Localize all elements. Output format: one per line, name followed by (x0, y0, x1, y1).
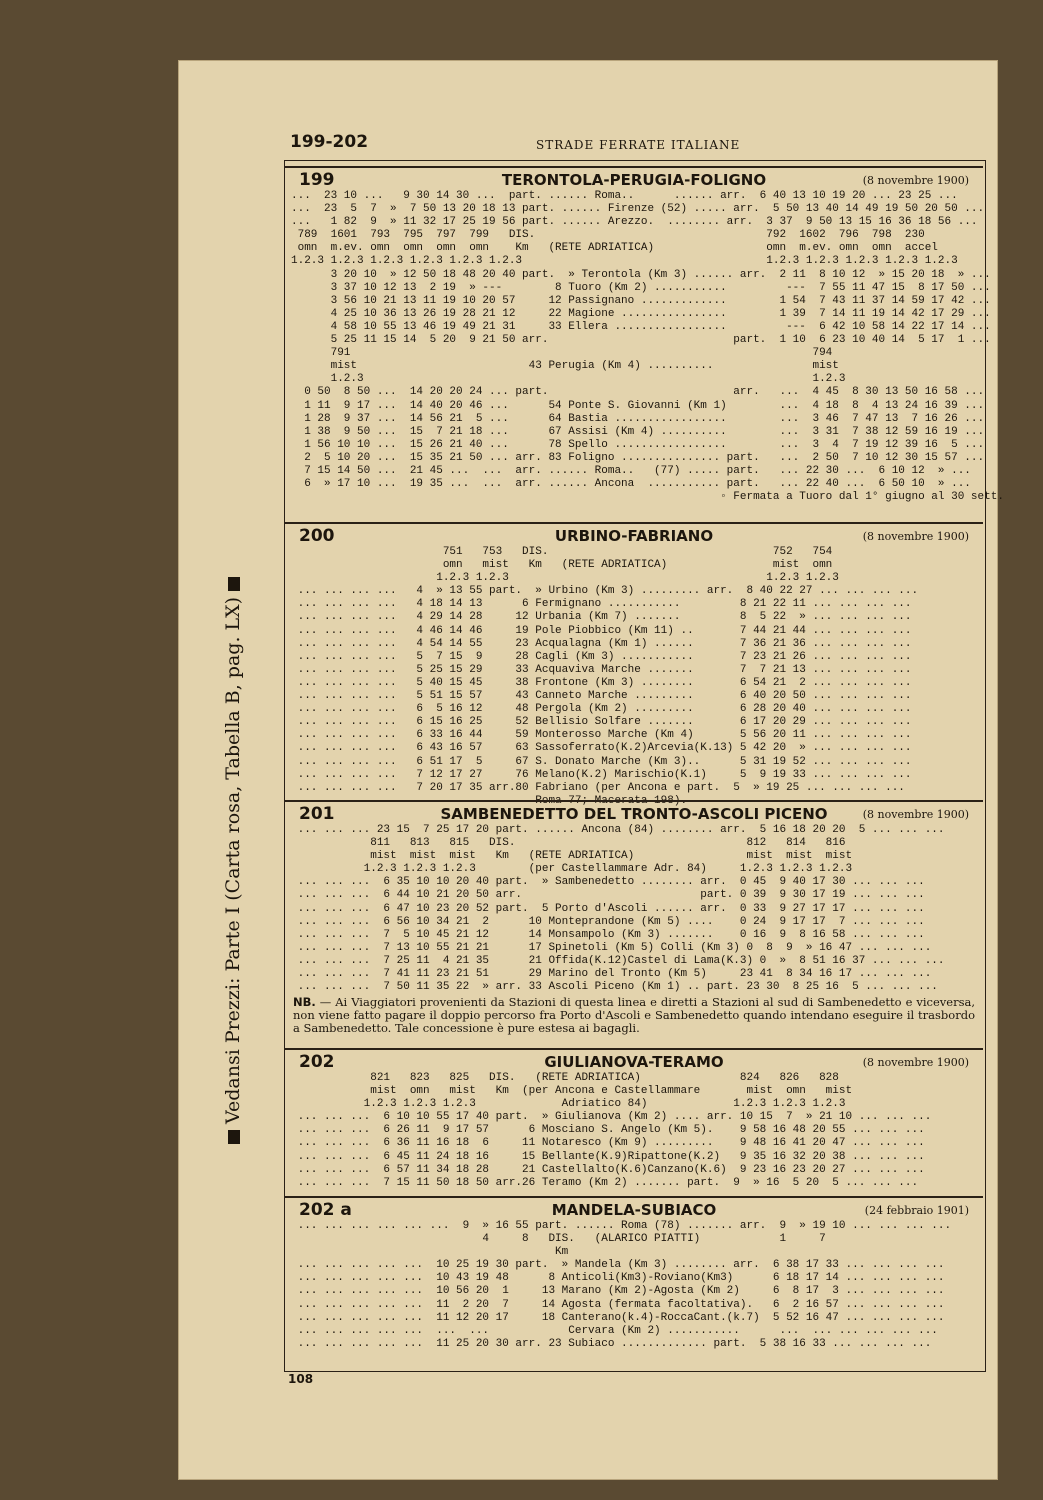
timetable-row: ... ... ... ... 5 40 15 45 38 Frontone (Km 3) ........ 6 54 21 2 ... ... ... ... (291, 676, 912, 689)
section-date: (8 novembre 1900) (862, 530, 969, 543)
timetable-row: omn mist Km (RETE ADRIATICA) mist omn (291, 559, 833, 572)
timetable-row: ... ... ... 23 15 7 25 17 20 part. ...... Ancona (84) ........ arr. 5 16 18 20 20 5 ... ... ... (291, 824, 945, 836)
section-title: MANDELA-SUBIACO (551, 1201, 717, 1219)
section-199 (285, 166, 1004, 504)
timetable-row: 1.2.3 1.2.3 (291, 373, 846, 386)
note-text: — Ai Viaggiatori provenienti da Stazioni di questa linea e diretti a Stazioni al sud di Sambenedetto e viceversa, non viene fatto pagare il doppio percorso fra Porto d'Ascoli e Sambenedetto quando intendano eseguire il trasbordo a Sambenedetto. Tale concessione è pure estesa ai bagagli. (293, 995, 976, 1036)
timetable-row: ... ... ... 6 47 10 23 20 52 part. 5 Porto d'Ascoli ...... arr. 0 33 9 27 17 17 ... ... ... (291, 902, 925, 915)
timetable-row: 4 58 10 55 13 46 19 49 21 31 33 Ellera ................. --- 6 42 10 58 14 22 17 14 ... (291, 320, 991, 333)
timetable-row: omn m.ev. omn omn omn omn Km (RETE ADRIATICA) omn m.ev. omn omn accel (291, 242, 938, 255)
timetable-rows (285, 190, 1004, 504)
timetable-row: ... ... ... 6 36 11 16 18 6 11 Notaresco (Km 9) ......... 9 48 16 41 20 47 ... ... ... (291, 1137, 925, 1150)
timetable-row: 5 25 11 15 14 5 20 9 21 50 arr. part. 1 10 6 23 10 40 14 5 17 1 ... (291, 334, 991, 347)
timetable-row: ... ... ... ... 6 33 16 44 59 Monterosso Marche (Km 4) 5 56 20 11 ... ... ... ... (291, 729, 912, 742)
timetable-rows (285, 1072, 983, 1190)
timetable-row: ... ... ... 7 13 10 55 21 21 17 Spinetoli (Km 5) Colli (Km 3) 0 8 9 » 16 47 ... ... ... (291, 941, 932, 954)
timetable-row: ... ... ... ... ... 10 56 20 1 13 Marano (Km 2)-Agosta (Km 2) 6 8 17 3 ... ... ... ... (291, 1285, 945, 1298)
page-number: 199-202 (290, 132, 369, 152)
timetable-row: ... ... ... ... 5 25 15 29 33 Acquaviva Marche ....... 7 7 21 13 ... ... ... ... (291, 663, 912, 676)
section-number: 199 (299, 170, 335, 190)
timetable-row: ... ... ... 7 15 11 50 18 50 arr.26 Teramo (Km 2) ....... part. 9 » 16 5 20 5 ... ... ... (291, 1176, 919, 1189)
timetable-row: ... ... ... 6 57 11 34 18 28 21 Castellalto(K.6)Canzano(K.6) 9 23 16 23 20 27 ... ... ... (291, 1163, 925, 1176)
timetable-row: ... ... ... 7 25 11 4 21 35 21 Offida(K.12)Castel di Lama(K.3) 0 » 8 51 16 37 ... ... ... (291, 954, 945, 967)
timetable-row: ... ... ... ... 7 12 17 27 76 Melano(K.2) Marischio(K.1) 5 9 19 33 ... ... ... ... (291, 768, 912, 781)
timetable-row: 751 753 DIS. 752 754 (291, 546, 833, 558)
timetable-row: 6 » 17 10 ... 19 35 ... ... arr. ...... Ancona ........... part. ... 22 40 ... 6 50 10 » ... (291, 478, 971, 491)
side-reference-label (222, 150, 248, 1150)
timetable-row: 1 56 10 10 ... 15 26 21 40 ... 78 Spello ................. ... 3 4 7 19 12 39 16 5 ... (291, 438, 985, 451)
section-title: SAMBENEDETTO DEL TRONTO-ASCOLI PICENO (440, 805, 828, 823)
timetable-row: 1 38 9 50 ... 15 7 21 18 ... 67 Assisi (Km 4) .......... ... 3 31 7 38 12 59 16 19 ... (291, 425, 985, 438)
timetable-row: mist mist mist Km (RETE ADRIATICA) mist mist mist (291, 850, 853, 863)
folio-number: 108 (288, 1372, 314, 1386)
timetable-rows (285, 1220, 983, 1351)
section-202 (285, 1048, 983, 1190)
timetable-row: 2 5 10 20 ... 15 35 21 50 ... arr. 83 Foligno ............... part. ... 2 50 7 10 12 30 15 57 ... (291, 451, 985, 464)
timetable-rows (285, 824, 983, 994)
timetable-row: 789 1601 793 795 797 799 DIS. 792 1602 796 798 230 (291, 229, 925, 242)
timetable-row: ... ... ... ... ... 11 2 20 7 14 Agosta (fermata facoltativa). 6 2 16 57 ... ... ... ... (291, 1298, 945, 1311)
timetable-row: ... ... ... ... ... ... ... Cervara (Km 2) ........... ... ... ... ... ... ... (291, 1324, 938, 1337)
section-note (285, 994, 983, 1037)
timetable-row: ... 1 82 9 » 11 32 17 25 19 56 part. ...... Arezzo. ........ arr. 3 37 9 50 13 15 16 36 18 56 ... (291, 216, 978, 229)
section-header (285, 524, 983, 546)
timetable-row: ... ... ... 6 35 10 10 20 40 part. » Sambenedetto ........ arr. 0 45 9 40 17 30 ... ... ... (291, 876, 925, 889)
timetable-row: ... ... ... ... 5 7 15 9 28 Cagli (Km 3) ........... 7 23 21 26 ... ... ... ... (291, 650, 912, 663)
side-reference-text: Vedansi Prezzi: Parte I (Carta rosa, Tabella B, pag. LX) (222, 596, 244, 1124)
timetable-row: ... ... ... 6 44 10 21 20 50 arr. part. 0 39 9 30 17 19 ... ... ... (291, 889, 925, 902)
timetable-row: ... ... ... ... 6 5 16 12 48 Pergola (Km 2) ......... 6 28 20 40 ... ... ... ... (291, 703, 912, 716)
section-number: 202 a (299, 1200, 352, 1220)
timetable-row: ... ... ... ... ... 11 12 20 17 18 Canterano(k.4)-RoccaCant.(k.7) 5 52 16 47 ... ... ... ... (291, 1311, 945, 1324)
section-title: GIULIANOVA-TERAMO (544, 1053, 724, 1071)
timetable-row: ... ... ... ... 7 20 17 35 arr.80 Fabriano (per Ancona e part. 5 » 19 25 ... ... ... ... (291, 781, 905, 794)
section-date: (8 novembre 1900) (862, 174, 969, 187)
timetable-row: ... ... ... ... ... 10 25 19 30 part. » Mandela (Km 3) ........ arr. 6 38 17 33 ... ... ... ... (291, 1259, 945, 1272)
timetable-row: ... ... ... ... 4 46 14 46 19 Pole Piobbico (Km 11) .. 7 44 21 44 ... ... ... ... (291, 624, 912, 637)
timetable-row: 4 8 DIS. (ALARICO PIATTI) 1 7 (291, 1233, 826, 1246)
timetable-row: 0 50 8 50 ... 14 20 20 24 ... part. arr. ... 4 45 8 30 13 50 16 58 ... (291, 386, 985, 399)
timetable-row: ... ... ... 6 26 11 9 17 57 6 Mosciano S. Angelo (Km 5). 9 58 16 48 20 55 ... ... ... (291, 1124, 925, 1137)
timetable-row: 3 37 10 12 13 2 19 » --- 8 Tuoro (Km 2) ........... --- 7 55 11 47 15 8 17 50 ... (291, 281, 991, 294)
timetable-row: ... 23 5 7 » 7 50 13 20 18 13 part. ...... Firenze (52) ..... arr. 5 50 13 40 14 49 19 50 20 50 ... (291, 203, 985, 216)
timetable-row: ... ... ... 6 45 11 24 18 16 15 Bellante(K.9)Ripattone(K.2) 9 35 16 32 20 38 ... ... ... (291, 1150, 925, 1163)
section-date: (8 novembre 1900) (862, 808, 969, 821)
timetable-row: 3 20 10 » 12 50 18 48 20 40 part. » Terontola (Km 3) ...... arr. 2 11 8 10 12 » 15 20 18 » ... (291, 268, 991, 281)
timetable-row: 1.2.3 1.2.3 1.2.3 1.2.3 (291, 572, 839, 585)
timetable-row: 3 56 10 21 13 11 19 10 20 57 12 Passignano ............. 1 54 7 43 11 37 14 59 17 42 ... (291, 294, 991, 307)
timetable-row: 4 25 10 36 13 26 19 28 21 12 22 Magione ................ 1 39 7 14 11 19 14 42 17 29 ... (291, 307, 991, 320)
timetable-row: mist omn mist Km (per Ancona e Castellammare mist omn mist (291, 1085, 853, 1098)
section-title: TERONTOLA-PERUGIA-FOLIGNO (501, 171, 767, 189)
section-202a (285, 1196, 983, 1351)
section-201 (285, 800, 983, 1037)
section-header (285, 1050, 983, 1072)
section-header (285, 802, 983, 824)
timetable-row: 7 15 14 50 ... 21 45 ... ... arr. ...... Roma.. (77) ..... part. ... 22 30 ... 6 10 12 » ... (291, 464, 971, 477)
timetable-row: ... 23 10 ... 9 30 14 30 ... part. ...... Roma.. ...... arr. 6 40 13 10 19 20 ... 23 25 ... (291, 190, 958, 202)
timetable-row: ... ... ... ... ... ... 9 » 16 55 part. ...... Roma (78) ....... arr. 9 » 19 10 ... ... ... ... (291, 1220, 952, 1232)
note-label: NB. (293, 995, 316, 1010)
timetable-row: ... ... ... ... 6 15 16 25 52 Bellisio Solfare ....... 6 17 20 29 ... ... ... ... (291, 716, 912, 729)
section-number: 201 (299, 804, 335, 824)
timetable-row: ... ... ... ... 4 29 14 28 12 Urbania (Km 7) ....... 8 5 22 » ... ... ... ... (291, 611, 912, 624)
timetable-row: Km (291, 1246, 569, 1259)
section-number: 200 (299, 526, 335, 546)
timetable-rows (285, 546, 983, 808)
timetable-row: ... ... ... ... ... 10 43 19 48 8 Anticoli(Km3)-Roviano(Km3) 6 18 17 14 ... ... ... ... (291, 1272, 945, 1285)
timetable-row: ... ... ... 6 10 10 55 17 40 part. » Giulianova (Km 2) .... arr. 10 15 7 » 21 10 ... ... ... (291, 1111, 932, 1124)
timetable-row: ... ... ... ... 4 » 13 55 part. » Urbino (Km 3) ......... arr. 8 40 22 27 ... ... ... ... (291, 585, 919, 598)
timetable-row: 1.2.3 1.2.3 1.2.3 Adriatico 84) 1.2.3 1.2.3 1.2.3 (291, 1098, 846, 1111)
timetable-row: 1 11 9 17 ... 14 40 20 46 ... 54 Ponte S. Giovanni (Km 1) ... 4 18 8 4 13 24 16 39 ... (291, 399, 985, 412)
timetable-row: Roma 77; Macerata 198). (291, 794, 688, 807)
section-200 (285, 522, 983, 808)
timetable-row: 791 794 (291, 347, 833, 360)
section-date: (24 febbraio 1901) (864, 1204, 969, 1217)
timetable-row: ... ... ... ... 6 43 16 57 63 Sassoferrato(K.2)Arcevia(K.13) 5 42 20 » ... ... ... ... (291, 742, 912, 755)
running-header: STRADE FERRATE ITALIANE (536, 138, 741, 152)
timetable-row: ... ... ... 7 41 11 23 21 51 29 Marino del Tronto (Km 5) 23 41 8 34 16 17 ... ... ... (291, 968, 932, 981)
timetable-row: ... ... ... ... 4 18 14 13 6 Fermignano ........... 8 21 22 11 ... ... ... ... (291, 598, 912, 611)
timetable-row: ... ... ... 7 50 11 35 22 » arr. 33 Ascoli Piceno (Km 1) .. part. 23 30 8 25 16 5 ... ... ... (291, 981, 938, 994)
timetable-row: 821 823 825 DIS. (RETE ADRIATICA) 824 826 828 (291, 1072, 839, 1084)
timetable-row: mist 43 Perugia (Km 4) .......... mist (291, 360, 839, 373)
timetable-row: 1.2.3 1.2.3 1.2.3 1.2.3 1.2.3 1.2.3 1.2.3 1.2.3 1.2.3 1.2.3 1.2.3 (291, 255, 958, 268)
square-mark-icon (228, 1130, 240, 1144)
timetable-row: 1.2.3 1.2.3 1.2.3 (per Castellammare Adr. 84) 1.2.3 1.2.3 1.2.3 (291, 863, 853, 876)
section-date: (8 novembre 1900) (862, 1056, 969, 1069)
timetable-row: ... ... ... 6 56 10 34 21 2 10 Monteprandone (Km 5) .... 0 24 9 17 17 7 ... ... ... (291, 915, 925, 928)
timetable-row: ... ... ... 7 5 10 45 21 12 14 Monsampolo (Km 3) ....... 0 16 9 8 16 58 ... ... ... (291, 928, 925, 941)
timetable-row: ◦ Fermata a Tuoro dal 1° giugno al 30 sett. (291, 491, 1004, 504)
section-header (285, 1198, 983, 1220)
section-number: 202 (299, 1052, 335, 1072)
section-title: URBINO-FABRIANO (554, 527, 714, 545)
timetable-row: 1 28 9 37 ... 14 56 21 5 ... 64 Bastia ................. ... 3 46 7 47 13 7 16 26 ... (291, 412, 985, 425)
timetable-row: 811 813 815 DIS. 812 814 816 (291, 837, 846, 850)
square-mark-icon (228, 577, 240, 591)
timetable-row: ... ... ... ... 4 54 14 55 23 Acqualagna (Km 1) ...... 7 36 21 36 ... ... ... ... (291, 637, 912, 650)
timetable-row: ... ... ... ... 6 51 17 5 67 S. Donato Marche (Km 3).. 5 31 19 52 ... ... ... ... (291, 755, 912, 768)
timetable-row: ... ... ... ... ... 11 25 20 30 arr. 23 Subiaco ............. part. 5 38 16 33 ... ... ... ... (291, 1337, 932, 1350)
section-header (285, 168, 983, 190)
timetable-row: ... ... ... ... 5 51 15 57 43 Canneto Marche ......... 6 40 20 50 ... ... ... ... (291, 690, 912, 703)
